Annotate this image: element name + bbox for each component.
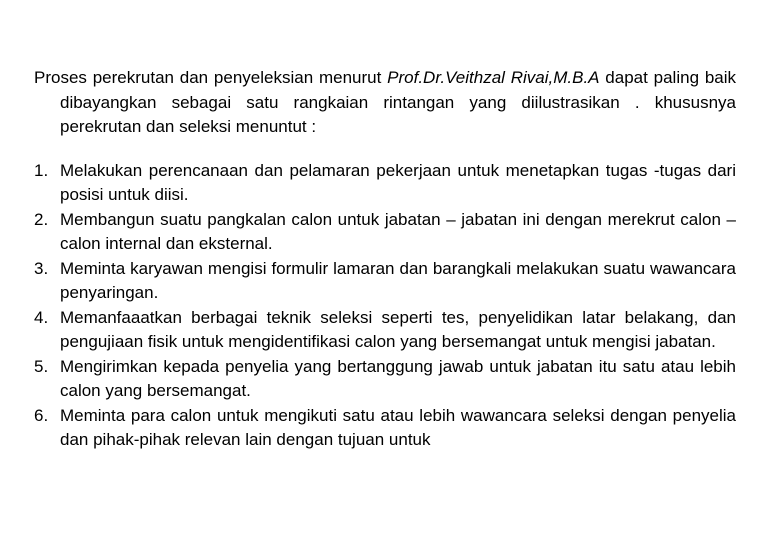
list-item-text: Memanfaaatkan berbagai teknik seleksi seperti tes, penyelidikan latar belakang, dan pengujiaan fisik untuk mengidentifikasi calon yang bersemangat untuk mengisi jabatan.: [60, 307, 736, 351]
list-item-text: Mengirimkan kepada penyelia yang bertanggung jawab untuk jabatan itu satu atau lebih calon yang bersemangat.: [60, 356, 736, 400]
intro-paragraph: [34, 66, 736, 140]
list-item: [34, 159, 736, 208]
author-name: Prof.Dr.Veithzal Rivai,M.B.A: [387, 68, 600, 87]
intro-text-before: Proses perekrutan dan penyeleksian menurut: [34, 68, 388, 87]
intro-text-after: dapat paling baik dibayangkan sebagai satu rangkaian rintangan yang diilustrasikan . khususnya perekrutan dan seleksi menuntut :: [60, 68, 737, 136]
slide-content: [34, 66, 736, 453]
list-item: [34, 306, 736, 355]
list-item: [34, 208, 736, 257]
list-item-number: 2.: [34, 209, 49, 229]
list-item: [34, 355, 736, 404]
list-item-number: 6.: [34, 405, 49, 425]
list-item-number: 4.: [34, 307, 49, 327]
list-item-text: Meminta karyawan mengisi formulir lamaran dan barangkali melakukan suatu wawancara penyaringan.: [60, 258, 736, 302]
list-item-number: 5.: [34, 356, 49, 376]
list-item-text: Meminta para calon untuk mengikuti satu atau lebih wawancara seleksi dengan penyelia dan pihak-pihak relevan lain dengan tujuan untuk: [60, 405, 736, 449]
numbered-list: [34, 159, 736, 453]
list-item: [34, 257, 736, 306]
list-item-number: 3.: [34, 258, 49, 278]
list-item-number: 1.: [34, 160, 49, 180]
list-item-text: Melakukan perencanaan dan pelamaran pekerjaan untuk menetapkan tugas -tugas dari posisi untuk diisi.: [60, 160, 736, 204]
list-item-text: Membangun suatu pangkalan calon untuk jabatan – jabatan ini dengan merekrut calon – calon internal dan eksternal.: [60, 209, 736, 253]
list-item: [34, 404, 736, 453]
